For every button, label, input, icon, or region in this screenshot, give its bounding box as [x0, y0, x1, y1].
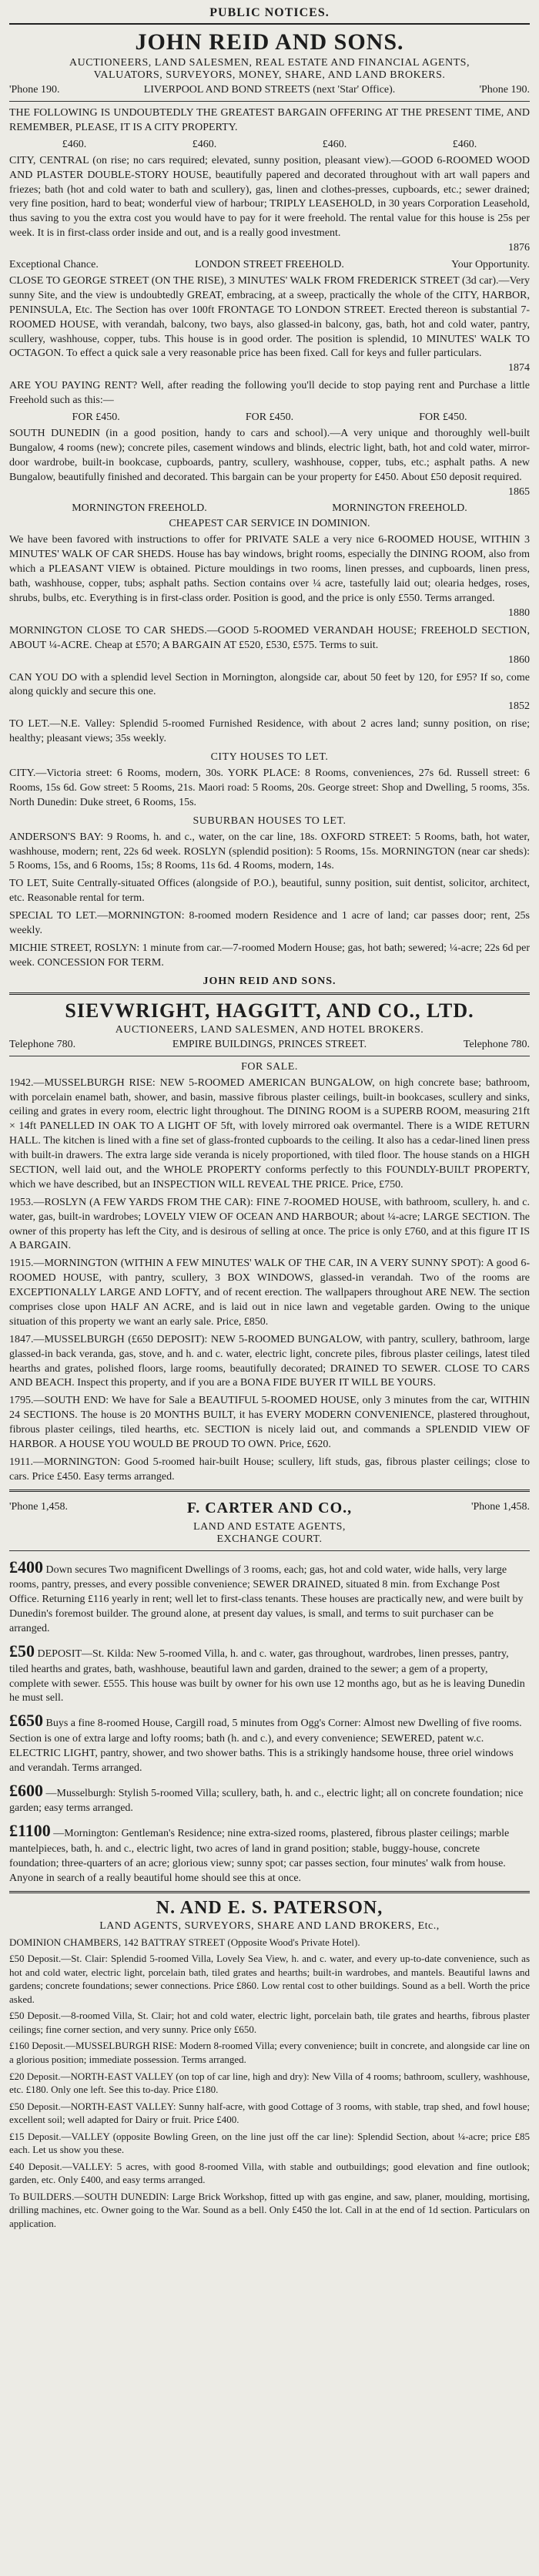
- siev-contact-row: [9, 1039, 530, 1051]
- ref-number: 1880: [508, 606, 530, 619]
- divider: [9, 1490, 530, 1492]
- carter-header: [9, 1496, 530, 1519]
- reid-suburban-text: ANDERSON'S BAY: 9 Rooms, h. and c., water, on the car line, 18s. OXFORD STREET: 5 Rooms, bath, hot water, washhouse, modern; rent, 22s 6d week. ROSLYN (splendid position): 5 Rooms, 15s. MORNINGTON (near car sheds): 5 Rooms, 15s, and 6 Rooms, 15s; 8 Rooms, 11s 6d. 4 Rooms, modern, 14s.: [9, 831, 530, 872]
- carter-subtitle-2: EXCHANGE COURT.: [216, 1533, 323, 1545]
- siev-item: 1915.—MORNINGTON (WITHIN A FEW MINUTES' WALK OF THE CAR, IN A VERY SUNNY SPOT): A good 6-ROOMED HOUSE, with pantry, scullery, 3 BOX WINDOWS, glassed-in verandah. Two of the rooms are EXCEPTIONALLY LARGE AND LOFTY, and of recent erection. The wallpapers throughout ARE NEW. The section comprises close upon HALF AN ACRE, and is laid out in nice lawn and vegetable garden. Owing to the unique situation of this property we want an early sale. Price, £850.: [9, 1258, 530, 1328]
- carter-item: [9, 1709, 530, 1775]
- divider: [9, 1550, 530, 1551]
- siev-for-sale: FOR SALE.: [241, 1060, 298, 1073]
- reid-subtitle-2: VALUATORS, SURVEYORS, MONEY, SHARE, AND LAND BROKERS.: [93, 69, 446, 81]
- sievwright-advert: [9, 999, 530, 1485]
- siev-item: 1795.—SOUTH END: We have for Sale a BEAUTIFUL 5-ROOMED HOUSE, only 3 minutes from the car, WITHIN 24 SECTIONS. The house is 20 MONTHS BUILT, it has EVERY MODERN CONVENIENCE, plastered throughout, fibrous plaster ceilings, tiled hearths, etc. SECTION is nicely laid out, and commands a SPLENDID VIEW OF HARBOR. A HOUSE YOU WOULD BE PROUD TO OWN. Price, £620.: [9, 1395, 530, 1451]
- reid-for450-row: [9, 411, 530, 424]
- ref-number: 1860: [508, 653, 530, 666]
- carter-advert: [9, 1496, 530, 1886]
- reid-paying-rent: ARE YOU PAYING RENT? Well, after reading the following you'll decide to stop paying rent and Purchase a little Freehold such as this:—: [9, 380, 530, 407]
- carter-item-text: —Musselburgh: Stylish 5-roomed Villa; scullery, bath, h. and c., electric light; all on concrete foundation; nice garden; easy terms arranged.: [9, 1787, 524, 1815]
- reid-south-dunedin: SOUTH DUNEDIN (in a good position, handy to cars and school).—A very unique and thoroughly well-built Bungalow, 4 rooms (new); concrete piles, casement windows and blinds, electric light, bath, hot and cold water, mirror-door wardrobe, built-in bookcase, cupboards, pantry, scullery, washhouse, copper, tubs, etc.; asphalt paths. A new Bungalow, beautifully finished and decorated. This bargain can be your property for £450. About £50 deposit required.: [9, 428, 530, 483]
- reid-london-street: CLOSE TO GEORGE STREET (ON THE RISE), 3 MINUTES' WALK FROM FREDERICK STREET (3d car).—Very sunny Site, and the view is undoubtedly GREAT, embracing, at a sweep, practically the whole of the CITY, HARBOR, PENINSULA, Etc. The Section has over 100ft FRONTAGE TO LONDON STREET. Erected thereon is substantial 7-ROOMED HOUSE, with verandah, balcony, two bays, also glassed-in balcony, gas, bath, hot and cold water, pantry, scullery, washhouse, copper, tubs. This house is in good order. The position is splendid, 10 MINUTES' WALK TO OCTAGON. To effect a quick sale a very reasonable price has been fixed. Call for keys and fuller particulars.: [9, 275, 530, 360]
- reid-city-central: CITY, CENTRAL (on rise; no cars required; elevated, sunny position, pleasant view).—GOOD 6-ROOMED WOOD AND PLASTER DOUBLE-STORY HOUSE, beautifully papered and decorated throughout with art wall papers and friezes; bath (hot and cold water to bath and scullery), gas, linen and clothes-presses, cupboards, etc.; sewer drained; very fine position, hard to beat; wonderful view of harbour; TRIPLY LEASEHOLD, in 30 years Corporation Leasehold, thus saving to you the extra cost you would have to pay for it were freehold. The rental value for this house is 25s per week. It is in first-class order inside and out, and is a really good investment.: [9, 154, 530, 240]
- reid-suburban-heading: SUBURBAN HOUSES TO LET.: [192, 814, 346, 827]
- paterson-item: £160 Deposit.—MUSSELBURGH RISE: Modern 8-roomed Villa; every convenience; built in concrete, and alongside car line on a glorious position; immediate possession. Terms arranged.: [9, 2040, 530, 2065]
- reid-cheapest: CHEAPEST CAR SERVICE IN DOMINION.: [169, 518, 370, 530]
- heading: MORNINGTON FREEHOLD.: [332, 502, 467, 515]
- divider: [9, 101, 530, 102]
- paterson-item: £50 Deposit.—8-roomed Villa, St. Clair; hot and cold water, electric light, porcelain bath, tile grates and hearths, fibrous plaster ceilings; fine corner section, and very sunny. Price only £650.: [9, 2010, 530, 2035]
- reid-signoff: JOHN REID AND SONS.: [203, 975, 336, 987]
- reid-mornington-text: We have been favored with instructions to offer for PRIVATE SALE a very nice 6-ROOMED HOUSE, WITHIN 3 MINUTES' WALK OF CAR SHEDS. House has bay windows, bright rooms, especially the DINING ROOM, also from which a PLEASANT VIEW is obtained. Picture mouldings in two rooms, linen presses, and cupboards, linen press, bath, washhouse, copper, tubs; asphalt paths. Section contains over ¼ acre, tastefully laid out; olearia hedges, roses, shrubs, bulbs, etc. Everything is in first-class order. Position is good, and the price is only £550. Terms arranged.: [9, 534, 530, 605]
- amount: £650: [9, 1711, 43, 1731]
- paterson-item: £40 Deposit.—VALLEY: 5 acres, with good 8-roomed Villa, with stable and outbuildings; good elevation and fine outlook; garden, etc. Only £400, and easy terms arranged.: [9, 2160, 530, 2186]
- reid-special: SPECIAL TO LET.—MORNINGTON: 8-roomed modern Residence and 1 acre of land; car passes door; rent, 25s weekly.: [9, 910, 530, 936]
- reid-london-header: [9, 259, 530, 271]
- siev-item: 1942.—MUSSELBURGH RISE: NEW 5-ROOMED AMERICAN BUNGALOW, on high concrete base; bathroom, with porcelain enamel bath, shower, and basin, massive fibrous plaster ceilings, built-in bookcases, scullery and sinks, ceiling and grates in every room, electric light throughout. The DINING ROOM is a SUPERB ROOM, measuring 21ft × 14ft PANELLED IN OAK TO A LIGHT OF 5ft, with lovely mirrored oak overmantel. There is a WIDE RETURN HALL. The kitchen is lined with a fine set of glass-fronted cupboards to the ceiling. It also has a cedar-lined linen press with built-in drawers. The extra large side veranda is nicely proportioned, with tiled floor. The house stands on a HIGH SECTION, well laid out, and the WHOLE PROPERTY conforms perfectly to this FOUNDLY-BUILT PROPERTY, which we have described, but an INSPECTION WILL REVEAL THE PRICE. Price, £750.: [9, 1076, 530, 1191]
- paterson-advert: [9, 1898, 530, 2231]
- price: £460.: [192, 138, 217, 150]
- reid-michie: MICHIE STREET, ROSLYN: 1 minute from car.—7-roomed Modern House; gas, hot bath; sewered; ¼-acre; 22s 6d per week. CONCESSION FOR TERM.: [9, 942, 530, 969]
- reid-bargain-heading: THE FOLLOWING IS UNDOUBTEDLY THE GREATEST BARGAIN OFFERING AT THE PRESENT TIME, AND REMEMBER, PLEASE, IT IS A CITY PROPERTY.: [9, 107, 530, 133]
- amount: £400: [9, 1557, 43, 1577]
- paterson-item: To BUILDERS.—SOUTH DUNEDIN: Large Brick Workshop, fitted up with gas engine, and saw, planer, moulding, mortising, drilling machines, etc. Owner going to the War. Sound as a bell. Only £450 the lot. Call in at the end of 1d section. Particulars on application.: [9, 2190, 530, 2229]
- divider: [9, 1891, 530, 1893]
- reid-contact-row: [9, 84, 530, 96]
- price: £460.: [322, 138, 347, 150]
- paterson-firm-name: N. AND E. S. PATERSON,: [156, 1897, 383, 1918]
- exc-left: Exceptional Chance.: [9, 259, 99, 271]
- reid-to-let-ne: TO LET.—N.E. Valley: Splendid 5-roomed Furnished Residence, with about 2 acres land; sunny position, on rise; healthy; pleasant views; 35s weekly.: [9, 718, 530, 745]
- reid-mornington-close: MORNINGTON CLOSE TO CAR SHEDS.—GOOD 5-ROOMED VERANDAH HOUSE; FREEHOLD SECTION, ABOUT ¼-ACRE. Cheap at £570; A BARGAIN AT £520, £530, £575. Terms to suit.: [9, 624, 530, 651]
- paterson-item: £50 Deposit.—St. Clair: Splendid 5-roomed Villa, Lovely Sea View, h. and c. water, and every up-to-date convenience, such as hot and cold water, electric light, porcelain bath, tiled grates and hearths; built-in wardrobes, and mantels. Beautiful lawns and gardens; concrete foundations; sewer connections. Price £860. Low rental cost to other buildings. Sound as a bell. Worth the price asked.: [9, 1953, 530, 2005]
- carter-phone-left: 'Phone 1,458.: [9, 1501, 69, 1513]
- carter-item: [9, 1640, 530, 1706]
- siev-item: 1847.—MUSSELBURGH (£650 DEPOSIT): NEW 5-ROOMED BUNGALOW, with pantry, scullery, bathroom, large glassed-in back veranda, gas, stove, and h. and c. water, electric light, concrete piles, fibrous plaster ceilings, latest tiled hearths and grates, polished floors, large rooms, beautifully decorated; DRAINED TO SEWER. CLOSE TO CARS AND BEACH. Inspect this property, and if you are a BONA FIDE BUYER IT WILL BE YOURS.: [9, 1333, 530, 1389]
- exc-right: Your Opportunity.: [451, 259, 530, 271]
- siev-phone-right: Telephone 780.: [463, 1038, 530, 1050]
- section-header: PUBLIC NOTICES.: [9, 5, 530, 25]
- ref-number: 1865: [508, 485, 530, 498]
- price: £460.: [62, 138, 87, 150]
- carter-firm-name: F. CARTER AND CO.,: [186, 1499, 353, 1516]
- carter-item-text: —Mornington: Gentleman's Residence; nine extra-sized rooms, plastered, fibrous plaster ceilings; marble mantelpieces, bath, h. and c., electric light, two acres of land in grand position; stable, buggy-house, concrete foundation; three-quarters of an acre; glorious view; sunny spot; car passes section, four minutes' walk from house. Anyone in search of a really beautiful home should see this at once.: [9, 1828, 510, 1884]
- ref-number: 1852: [508, 700, 530, 713]
- siev-phone-left: Telephone 780.: [9, 1038, 76, 1050]
- exc-mid: LONDON STREET FREEHOLD.: [195, 259, 344, 271]
- reid-subtitle-1: AUCTIONEERS, LAND SALESMEN, REAL ESTATE AND FINANCIAL AGENTS,: [69, 57, 470, 69]
- divider: [9, 992, 530, 995]
- ref-number: 1874: [508, 362, 530, 374]
- newspaper-page: [9, 0, 530, 2571]
- ref-number: 1876: [508, 242, 530, 254]
- price: FOR £450.: [419, 411, 467, 424]
- reid-address: LIVERPOOL AND BOND STREETS (next 'Star' Office).: [143, 84, 396, 96]
- paterson-subtitle: LAND AGENTS, SURVEYORS, SHARE AND LAND BROKERS, Etc.,: [99, 1919, 440, 1932]
- price: FOR £450.: [245, 411, 294, 424]
- price: FOR £450.: [72, 411, 120, 424]
- price: £460.: [452, 138, 477, 150]
- carter-item: [9, 1819, 530, 1886]
- paterson-item: £50 Deposit.—NORTH-EAST VALLEY: Sunny half-acre, with good Cottage of 3 rooms, with stable, trap shed, and fowl house; excellent soil; well adapted for Dairy or fruit. Price £400.: [9, 2100, 530, 2126]
- amount: £50: [9, 1641, 35, 1661]
- reid-advert: [9, 29, 530, 988]
- carter-item-text: DEPOSIT—St. Kilda: New 5-roomed Villa, h. and c. water, gas throughout, wardrobes, linen presses, pantry, tiled hearths and grates, bath, washhouse, beautiful lawn and garden, drained to the sewer; a gem of a property, complete with sewer. £555. This house was built by owner for his own use 12 months ago, but as he is leaving Dunedin he must sell.: [9, 1647, 525, 1704]
- siev-item: 1911.—MORNINGTON: Good 5-roomed hair-built House; scullery, lift studs, gas, fibrous plaster ceilings; close to cars. Price £450. Easy terms arranged.: [9, 1456, 530, 1483]
- reid-firm-name: JOHN REID AND SONS.: [135, 29, 404, 55]
- reid-phone-left: 'Phone 190.: [9, 84, 60, 96]
- heading: MORNINGTON FREEHOLD.: [72, 502, 207, 515]
- carter-item: [9, 1779, 530, 1817]
- siev-address: EMPIRE BUILDINGS, PRINCES STREET.: [172, 1038, 367, 1050]
- amount: £1100: [9, 1821, 51, 1841]
- carter-phone-right: 'Phone 1,458.: [470, 1501, 530, 1513]
- reid-phone-right: 'Phone 190.: [479, 84, 530, 96]
- carter-subtitle-1: LAND AND ESTATE AGENTS,: [193, 1520, 346, 1533]
- reid-can-you: CAN YOU DO with a splendid level Section in Mornington, alongside car, about 50 feet by 120, for £95? If so, come along quickly and secure this one.: [9, 671, 530, 698]
- carter-item: [9, 1556, 530, 1637]
- reid-price-row: [9, 139, 530, 151]
- siev-item: 1953.—ROSLYN (A FEW YARDS FROM THE CAR): FINE 7-ROOMED HOUSE, with bathroom, scullery, h. and c. water, gas, built-in wardrobes; LOVELY VIEW OF OCEAN AND HARBOUR; about ¼-acre; LARGE SECTION. The owner of this property has left the City, and is desirous of selling at once. The price is only £760, and at this figure IT IS A BARGAIN.: [9, 1196, 530, 1252]
- reid-city-houses-heading: CITY HOUSES TO LET.: [210, 751, 329, 763]
- carter-item-text: Down secures Two magnificent Dwellings of 3 rooms, each; gas, hot and cold water, wide halls, very large rooms, pantry, presses, and every possible convenience; SEWER DRAINED, situated 8 min. from Exchange Post Office. Returning £116 yearly in rent; well let to first-class tenants. These houses are practically new, and were built by Dunedin's foremost builder. The ground alone, at present day values, is small, and terms to suit purchaser can be arranged.: [9, 1563, 524, 1635]
- siev-firm-name: SIEVWRIGHT, HAGGITT, AND CO., LTD.: [65, 999, 474, 1022]
- carter-item-text: Buys a fine 8-roomed House, Cargill road, 5 minutes from Ogg's Corner: Almost new Dwelling of five rooms. Section is one of extra large and lofty rooms; bath (h. and c.), and every convenience; SEWERED, patent w.c. ELECTRIC LIGHT, pantry, shower, and two shower baths. This is a strikingly handsome house, three oriel windows and verandah. Terms arranged.: [9, 1718, 522, 1774]
- paterson-address: DOMINION CHAMBERS, 142 BATTRAY STREET (Opposite Wood's Private Hotel).: [9, 1936, 360, 1948]
- siev-subtitle: AUCTIONEERS, LAND SALESMEN, AND HOTEL BROKERS.: [115, 1023, 424, 1036]
- paterson-item: £15 Deposit.—VALLEY (opposite Bowling Green, on the line just off the car line): Splendid Section, about ¼-acre; price £85 each. Let us show you these.: [9, 2130, 530, 2156]
- reid-suite: TO LET, Suite Centrally-situated Offices (alongside of P.O.), beautiful, sunny position, suit dentist, solicitor, architect, etc. Reasonable rental for term.: [9, 878, 530, 905]
- reid-mornington-header: [9, 502, 530, 515]
- amount: £600: [9, 1780, 43, 1800]
- paterson-item: £20 Deposit.—NORTH-EAST VALLEY (on top of car line, high and dry): New Villa of 4 rooms; bathroom, scullery, washhouse, etc. £180. Only one left. See this to-day. Price £180.: [9, 2070, 530, 2096]
- reid-city-houses-text: CITY.—Victoria street: 6 Rooms, modern, 30s. YORK PLACE: 8 Rooms, conveniences, 27s 6d. Russell street: 6 Rooms, 15s 6d. Gow street: 5 Rooms, 21s. Maori road: 5 Rooms, 20s. George street: Shop and Dwelling, 5 rooms, 35s. North Dunedin: Duke street, 6 Rooms, 15s.: [9, 767, 530, 808]
